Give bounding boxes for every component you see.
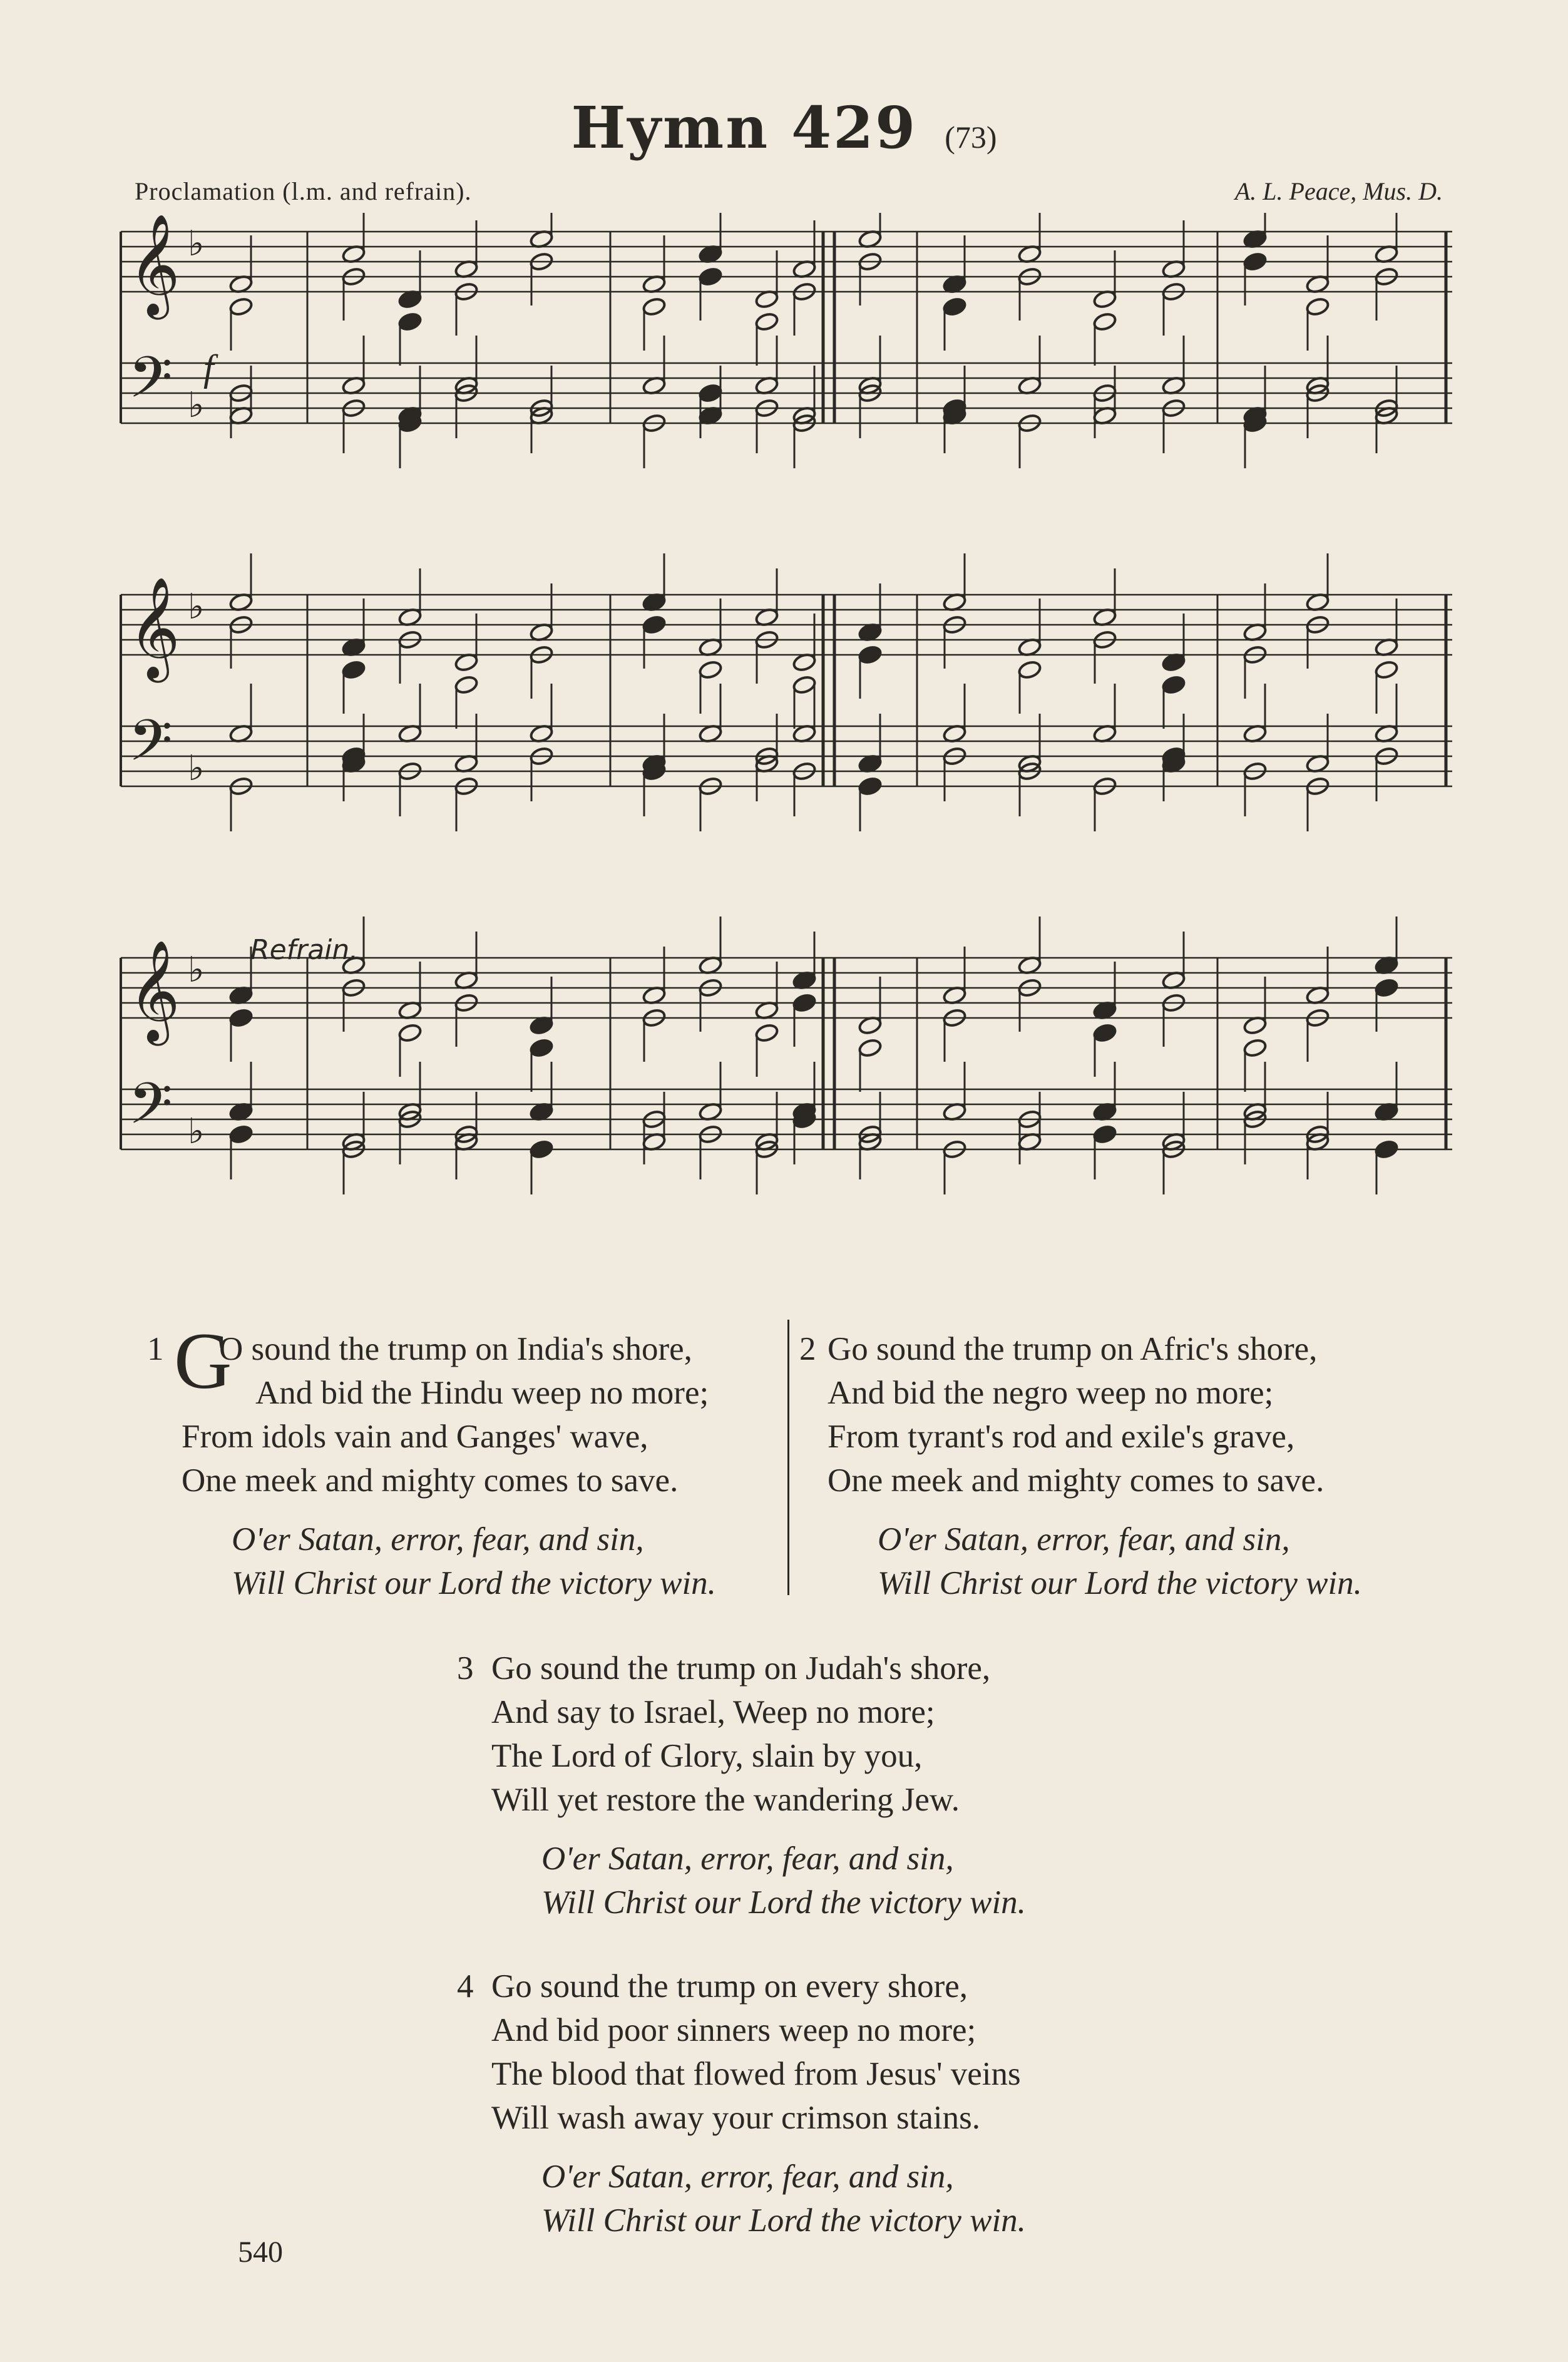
verse-line: From tyrant's rod and exile's grave, <box>828 1419 1295 1455</box>
note-head <box>698 383 722 403</box>
refrain-line: O'er Satan, error, fear, and sin, <box>541 2159 954 2195</box>
refrain-label: Refrain. <box>250 934 359 966</box>
page-number: 540 <box>238 2236 283 2269</box>
note-head <box>792 993 816 1013</box>
note-head <box>1374 978 1398 998</box>
hymn-title-main: Hymn 429 <box>571 94 918 162</box>
verse-1 <box>147 1317 716 1605</box>
note-head <box>529 1139 553 1159</box>
note-head <box>1161 675 1186 695</box>
refrain-line: Will Christ our Lord the victory win. <box>232 1565 716 1601</box>
refrain-line: Will Christ our Lord the victory win. <box>541 2202 1026 2239</box>
verse-refrain <box>491 2155 1026 2242</box>
refrain-line: O'er Satan, error, fear, and sin, <box>232 1521 644 1558</box>
note-head <box>1092 1124 1117 1144</box>
music-score <box>116 213 1455 1290</box>
verse-line: From idols vain and Ganges' wave, <box>182 1419 648 1455</box>
key-signature-flat: ♭ <box>188 1111 205 1152</box>
key-signature-flat: ♭ <box>188 950 205 990</box>
tune-info <box>135 177 1443 214</box>
note-head <box>642 615 666 635</box>
key-signature-flat: ♭ <box>188 748 205 789</box>
note-head <box>228 1008 253 1028</box>
note-head <box>858 776 882 796</box>
key-signature-flat: ♭ <box>188 223 205 264</box>
verse-refrain <box>828 1517 1362 1605</box>
verse-refrain <box>491 1837 1026 1924</box>
note-head <box>397 312 422 332</box>
note-head <box>228 297 253 317</box>
note-head <box>792 675 816 695</box>
music-score-svg <box>116 213 1455 1290</box>
verse-line: The blood that flowed from Jesus' veins <box>491 2056 1021 2092</box>
refrain-line: Will Christ our Lord the victory win. <box>541 1884 1026 1921</box>
note-head <box>754 312 779 332</box>
note-head <box>698 267 722 287</box>
bass-clef: 𝄢 <box>128 344 173 424</box>
verse-line: Go sound the trump on Afric's shore, <box>828 1331 1318 1367</box>
note-head <box>1374 1139 1398 1159</box>
verse-line: And bid the negro weep no more; <box>828 1375 1274 1411</box>
note-head <box>1243 1038 1267 1058</box>
note-head <box>1092 312 1117 332</box>
bass-clef: 𝄢 <box>128 1071 173 1151</box>
note-head <box>1374 660 1398 680</box>
note-head <box>341 660 366 680</box>
verse-number: 1 <box>147 1331 164 1367</box>
verse-column-divider <box>787 1320 789 1595</box>
verse-dropcap: G <box>174 1317 232 1405</box>
verse-refrain <box>182 1517 716 1605</box>
note-head <box>1305 297 1330 317</box>
treble-clef: 𝄞 <box>128 940 180 1042</box>
note-head <box>858 645 882 665</box>
key-signature-flat: ♭ <box>188 587 205 627</box>
tune-name: Proclamation (l.m. and refrain). <box>135 177 472 205</box>
note-head <box>228 1124 253 1144</box>
verse-line: And bid poor sinners weep no more; <box>491 2012 976 2048</box>
verse-line: Go sound the trump on Judah's shore, <box>491 1650 991 1687</box>
verse-4 <box>457 1964 1026 2242</box>
note-head <box>454 675 478 695</box>
treble-clef: 𝄞 <box>128 213 180 316</box>
treble-clef: 𝄞 <box>128 577 180 679</box>
note-head <box>1243 252 1267 272</box>
hymn-title <box>0 94 1568 162</box>
refrain-line: Will Christ our Lord the victory win. <box>878 1565 1362 1601</box>
verse-number: 2 <box>799 1331 816 1367</box>
verse-line: And say to Israel, Weep no more; <box>491 1694 935 1730</box>
tune-composer: A. L. Peace, Mus. D. <box>1234 177 1443 205</box>
refrain-line: O'er Satan, error, fear, and sin, <box>878 1521 1290 1558</box>
note-head <box>858 1038 882 1058</box>
note-head <box>642 297 666 317</box>
note-head <box>942 297 966 317</box>
verse-line: Go sound the trump on every shore, <box>491 1968 968 2005</box>
verse-line: One meek and mighty comes to save. <box>182 1462 679 1499</box>
key-signature-flat: ♭ <box>188 385 205 426</box>
verse-line: O sound the trump on India's shore, <box>219 1331 692 1367</box>
verse-line: Will wash away your crimson stains. <box>491 2100 980 2136</box>
note-head <box>754 1023 779 1043</box>
verse-number: 4 <box>457 1968 474 2005</box>
note-head <box>397 1023 422 1043</box>
refrain-line: O'er Satan, error, fear, and sin, <box>541 1841 954 1877</box>
note-head <box>529 1038 553 1058</box>
verse-line: And bid the Hindu weep no more; <box>255 1375 709 1411</box>
note-head <box>1017 660 1042 680</box>
dynamic-marking: f <box>203 347 214 389</box>
verse-line: Will yet restore the wandering Jew. <box>491 1782 960 1818</box>
verse-2 <box>799 1327 1362 1605</box>
verse-3 <box>457 1646 1026 1924</box>
note-head <box>698 660 722 680</box>
note-head <box>1092 1023 1117 1043</box>
verse-line: One meek and mighty comes to save. <box>828 1462 1325 1499</box>
hymn-title-ref: (73) <box>945 120 997 155</box>
verse-number: 3 <box>457 1650 474 1687</box>
verse-line: The Lord of Glory, slain by you, <box>491 1738 923 1774</box>
bass-clef: 𝄢 <box>128 707 173 788</box>
